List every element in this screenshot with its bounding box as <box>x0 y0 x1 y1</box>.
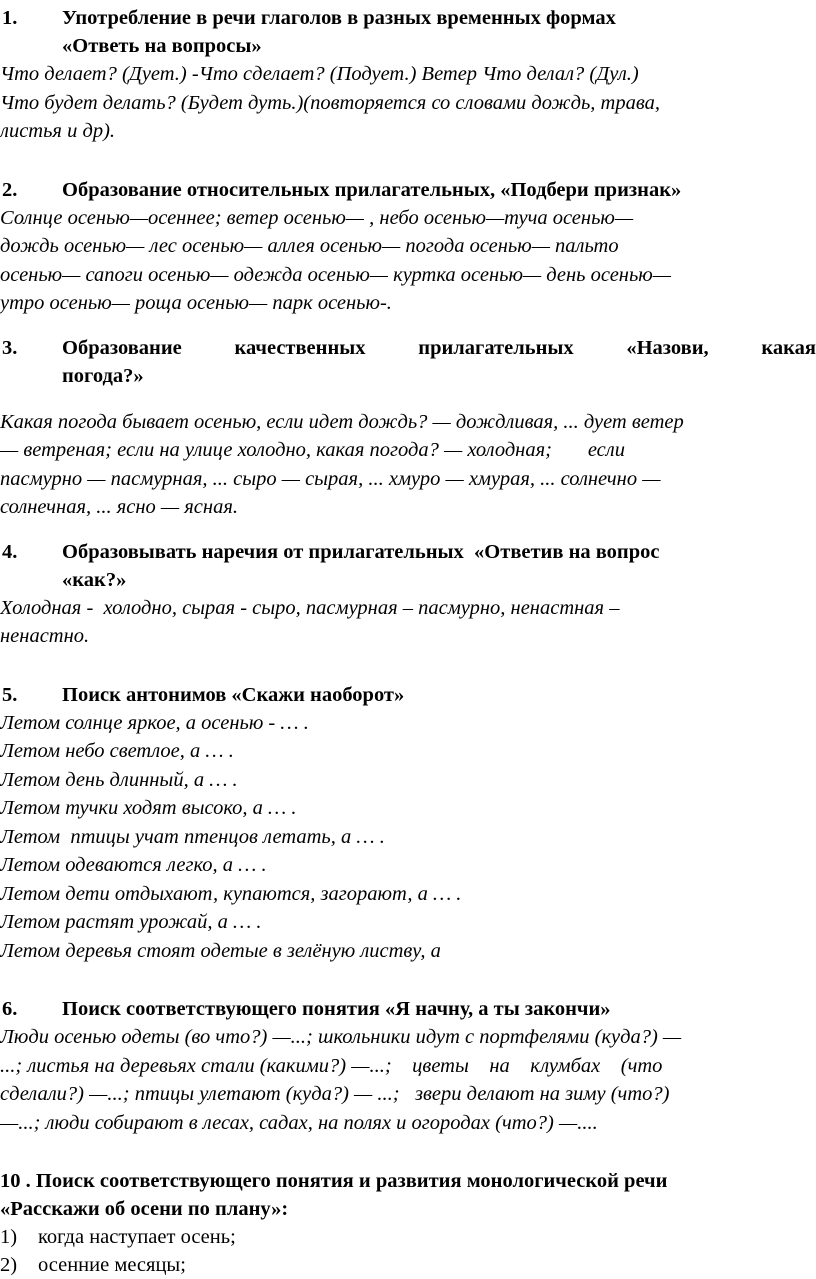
plan-item-number: 1) <box>0 1226 18 1248</box>
section-4-heading <box>0 538 816 594</box>
plan-item <box>0 1251 816 1279</box>
body-line: Летом одеваются легко, а … . <box>0 854 267 876</box>
plan-item-text: осенние месяцы; <box>38 1254 186 1276</box>
body-line: Солнце осенью—осеннее; ветер осенью— , небо осенью—туча осенью— <box>0 206 634 229</box>
section-title-cont: «Ответь на вопросы» <box>62 35 262 57</box>
body-line: осенью— сапоги осенью— одежда осенью— куртка осенью— день осенью— <box>0 263 671 286</box>
body-line: солнечная, ... ясно — ясная. <box>0 496 238 518</box>
section-6-heading <box>0 995 816 1023</box>
section-number: 6. <box>2 998 18 1020</box>
section-title-cont: «Расскажи об осени по плану»: <box>0 1198 289 1220</box>
section-3-heading-cont <box>0 362 816 390</box>
plan-item-number: 2) <box>0 1254 18 1276</box>
section-10-heading <box>0 1167 816 1223</box>
document-page <box>0 4 816 1279</box>
body-line: Что делает? (Дует.) -Что сделает? (Подует.) Ветер Что делал? (Дул.) <box>0 63 639 85</box>
section-title-cont: «как?» <box>62 568 127 591</box>
section-number: 3. <box>2 336 18 359</box>
body-line: ...; листья на деревьях стали (какими?) —...; цветы на клумбах (что <box>0 1054 663 1077</box>
section-3-body <box>0 408 816 522</box>
plan-item-text: когда наступает осень; <box>38 1226 236 1248</box>
body-line: Летом тучки ходят высоко, а … . <box>0 797 297 819</box>
section-title: Употребление в речи глаголов в разных временных формах <box>62 7 616 29</box>
body-line: Летом деревья стоят одетые в зелёную листву, а <box>0 939 441 962</box>
section-5-body <box>0 709 816 966</box>
section-4-body <box>0 594 816 651</box>
body-line: сделали?) —...; птицы улетают (куда?) — ...; звери делают на зиму (что?) <box>0 1083 670 1105</box>
body-line: Летом растят урожай, а … . <box>0 911 262 933</box>
section-2-heading <box>0 176 816 204</box>
section-6-body <box>0 1023 816 1137</box>
body-line: Летом день длинный, а … . <box>0 768 238 791</box>
section-1-heading <box>0 4 816 60</box>
section-5-heading <box>0 681 816 709</box>
body-line: ненастно. <box>0 625 90 647</box>
section-title: 10 . Поиск соответствующего понятия и развития монологической речи <box>0 1170 668 1192</box>
section-title: Образование относительных прилагательных, «Подбери признак» <box>62 178 682 201</box>
section-1-body <box>0 60 816 146</box>
body-line: дождь осенью— лес осенью— аллея осенью— погода осенью— пальто <box>0 235 619 257</box>
body-line: пасмурно — пасмурная, ... сыро — сырая, ... хмуро — хмурая, ... солнечно — <box>0 467 661 490</box>
body-line: Холодная - холодно, сырая - сыро, пасмурная – пасмурно, ненастная – <box>0 596 620 619</box>
body-line: Летом дети отдыхают, купаются, загорают, а … . <box>0 882 462 905</box>
section-3-heading <box>0 334 816 362</box>
body-line: листья и др). <box>0 120 116 142</box>
body-line: утро осенью— роща осенью— парк осенью-. <box>0 292 392 314</box>
section-number: 4. <box>2 540 18 563</box>
section-2-body <box>0 204 816 318</box>
section-number: 5. <box>2 683 18 706</box>
body-line: Летом солнце яркое, а осенью - … . <box>0 711 309 734</box>
body-line: — ветреная; если на улице холодно, какая погода? — холодная; если <box>0 439 625 461</box>
section-title: Поиск соответствующего понятия «Я начну, а ты закончи» <box>62 998 611 1020</box>
body-line: Летом птицы учат птенцов летать, а … . <box>0 825 385 848</box>
section-title-cont: погода?» <box>62 364 144 387</box>
section-title: Образовывать наречия от прилагательных «Ответив на вопрос <box>62 540 660 563</box>
section-title: Поиск антонимов «Скажи наоборот» <box>62 683 405 706</box>
body-line: Летом небо светлое, а … . <box>0 740 234 762</box>
body-line: Люди осенью одеты (во что?) —...; школьники идут с портфелями (куда?) — <box>0 1026 682 1048</box>
body-line: —...; люди собирают в лесах, садах, на полях и огородах (что?) —.... <box>0 1111 598 1134</box>
body-line: Что будет делать? (Будет дуть.)(повторяется со словами дождь, трава, <box>0 91 660 114</box>
plan-item <box>0 1223 816 1251</box>
body-line: Какая погода бывает осенью, если идет дождь? — дождливая, ... дует ветер <box>0 410 684 433</box>
section-number: 2. <box>2 178 18 201</box>
section-title: Образование качественных прилагательных «Назови, какая <box>62 336 816 359</box>
section-number: 1. <box>2 7 18 29</box>
